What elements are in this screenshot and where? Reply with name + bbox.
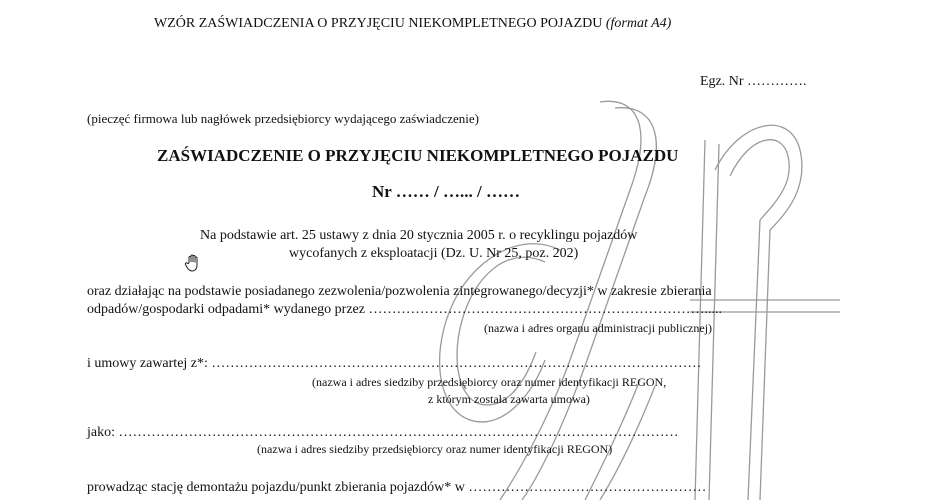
- as-line: jako: …………………………………………………………………………………………………………: [87, 425, 679, 440]
- permit-caption: (nazwa i adres organu administracji publicznej): [484, 321, 713, 335]
- hand-cursor-icon: [183, 254, 203, 274]
- template-title: WZÓR ZAŚWIADCZENIA O PRZYJĘCIU NIEKOMPLETNEGO POJAZDU (format A4): [154, 16, 672, 31]
- stamp-note: (pieczęć firmowa lub nagłówek przedsiębiorcy wydającego zaświadczenie): [87, 111, 479, 126]
- agreement-line: i umowy zawartej z*: ……………………………………………………………………………………………: [87, 356, 702, 371]
- agreement-caption-2: z którym została zawarta umowa): [428, 392, 590, 406]
- copy-number: Egz. Nr ………….: [700, 74, 807, 89]
- as-caption: (nazwa i adres siedziby przedsiębiorcy oraz numer identyfikacji REGON): [257, 442, 613, 456]
- main-title: ZAŚWIADCZENIE O PRZYJĘCIU NIEKOMPLETNEGO POJAZDU: [157, 146, 679, 165]
- agreement-caption-1: (nazwa i adres siedziby przedsiębiorcy oraz numer identyfikacji REGON,: [312, 375, 667, 389]
- document-number: Nr …… / …... / ……: [372, 182, 520, 201]
- legal-basis-line-2: wycofanych z eksploatacji (Dz. U. Nr 25, poz. 202): [289, 246, 579, 261]
- template-format: (format A4): [605, 16, 672, 31]
- permit-line-1: oraz działając na podstawie posiadanego zezwolenia/pozwolenia zintegrowanego/decyzji* w zakresie zbierania: [87, 284, 712, 299]
- legal-basis-line-1: Na podstawie art. 25 ustawy z dnia 20 stycznia 2005 r. o recyklingu pojazdów: [200, 228, 638, 243]
- station-line: prowadząc stację demontażu pojazdu/punkt zbierania pojazdów* w ……………………………………………: [87, 480, 707, 495]
- permit-line-2: odpadów/gospodarki odpadami* wydanego przez ……………………………………………………………….....: [87, 302, 722, 317]
